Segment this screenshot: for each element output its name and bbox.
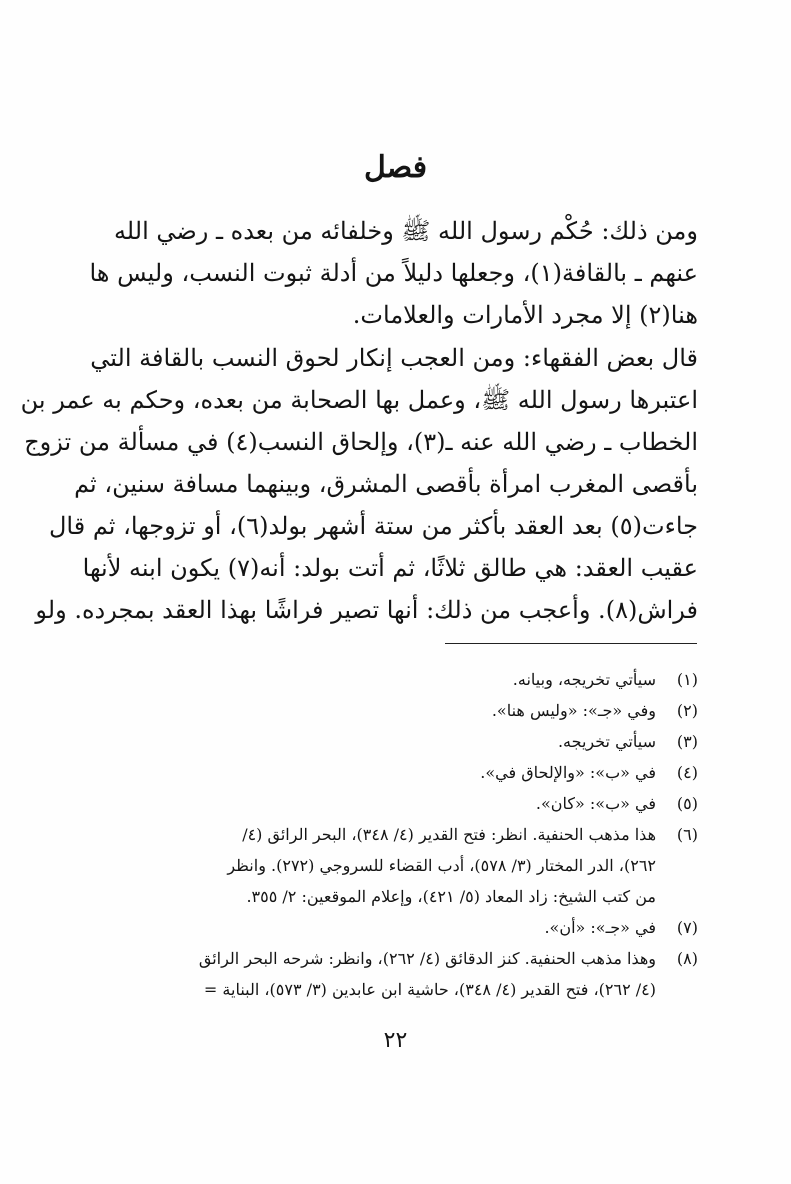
footnote-text: في «ب»: «والإلحاق في». bbox=[480, 763, 656, 782]
footnotes bbox=[90, 664, 698, 1005]
footnote-text: سيأتي تخريجه، وبيانه. bbox=[512, 670, 656, 689]
footnote-text: في «جـ»: «أن». bbox=[544, 918, 656, 937]
footnote-3 bbox=[90, 726, 698, 757]
footnote-separator bbox=[445, 643, 697, 644]
paragraph-2 bbox=[20, 337, 698, 631]
footnote-number: (٥) bbox=[676, 794, 698, 813]
text-line: عقيب العقد: هي طالق ثلاثًا، ثم أتت بولد: أنه(٧) يكون ابنه لأنها bbox=[82, 554, 698, 582]
footnote-number: (٢) bbox=[676, 701, 698, 720]
footnote-7 bbox=[90, 912, 698, 943]
footnote-number: (٤) bbox=[676, 763, 698, 782]
text-line: جاءت(٥) بعد العقد بأكثر من ستة أشهر بولد(٦)، أو تزوجها، ثم قال bbox=[48, 512, 698, 540]
footnote-number: (٧) bbox=[676, 918, 698, 937]
footnote-text: من كتب الشيخ: زاد المعاد (٥/ ٤٢١)، وإعلام الموقعين: ٢/ ٣٥٥. bbox=[246, 887, 656, 906]
footnote-5 bbox=[90, 788, 698, 819]
footnote-text: سيأتي تخريجه. bbox=[557, 732, 656, 751]
footnote-2 bbox=[90, 695, 698, 726]
footnote-number: (٨) bbox=[676, 949, 698, 968]
paragraph-1 bbox=[90, 210, 698, 336]
section-heading: فصل bbox=[363, 150, 428, 185]
footnote-text: في «ب»: «كان». bbox=[535, 794, 656, 813]
footnote-4 bbox=[90, 757, 698, 788]
footnote-text: وفي «جـ»: «وليس هنا». bbox=[491, 701, 656, 720]
footnote-text: ٢٦٢)، الدر المختار (٣/ ٥٧٨)، أدب القضاء للسروجي (٢٧٢). وانظر bbox=[227, 856, 656, 875]
text-line: هنا(٢) إلا مجرد الأمارات والعلامات. bbox=[352, 301, 698, 329]
text-line: ومن ذلك: حُكْم رسول الله ﷺ وخلفائه من بعده ـ رضي الله bbox=[113, 217, 698, 245]
footnote-text: وهذا مذهب الحنفية. كنز الدقائق (٤/ ٢٦٢)، وانظر: شرحه البحر الرائق bbox=[198, 949, 656, 968]
footnote-number: (١) bbox=[676, 670, 698, 689]
page-number: ٢٢ bbox=[383, 1028, 408, 1053]
footnote-number: (٣) bbox=[676, 732, 698, 751]
text-line: الخطاب ـ رضي الله عنه ـ(٣)، وإلحاق النسب(٤) في مسألة من تزوج bbox=[24, 428, 698, 456]
footnote-8 bbox=[90, 943, 698, 1005]
text-line: فراش(٨). وأعجب من ذلك: أنها تصير فراشًا بهذا العقد بمجرده. ولو bbox=[35, 596, 698, 624]
text-line: عنهم ـ بالقافة(١)، وجعلها دليلاً من أدلة ثبوت النسب، وليس ها bbox=[89, 259, 698, 287]
text-line: اعتبرها رسول الله ﷺ، وعمل بها الصحابة من بعده، وحكم به عمر بن bbox=[20, 386, 698, 414]
text-line: بأقصى المغرب امرأة بأقصى المشرق، وبينهما مسافة سنين، ثم bbox=[74, 470, 698, 498]
footnote-text: (٤/ ٢٦٢)، فتح القدير (٤/ ٣٤٨)، حاشية ابن عابدين (٣/ ٥٧٣)، البناية = bbox=[203, 980, 656, 999]
text-line: قال بعض الفقهاء: ومن العجب إنكار لحوق النسب بالقافة التي bbox=[90, 344, 698, 372]
footnote-1 bbox=[90, 664, 698, 695]
footnote-6 bbox=[90, 819, 698, 912]
footnote-number: (٦) bbox=[676, 825, 698, 844]
footnote-text: هذا مذهب الحنفية. انظر: فتح القدير (٤/ ٣٤٨)، البحر الرائق (٤/ bbox=[242, 825, 656, 844]
